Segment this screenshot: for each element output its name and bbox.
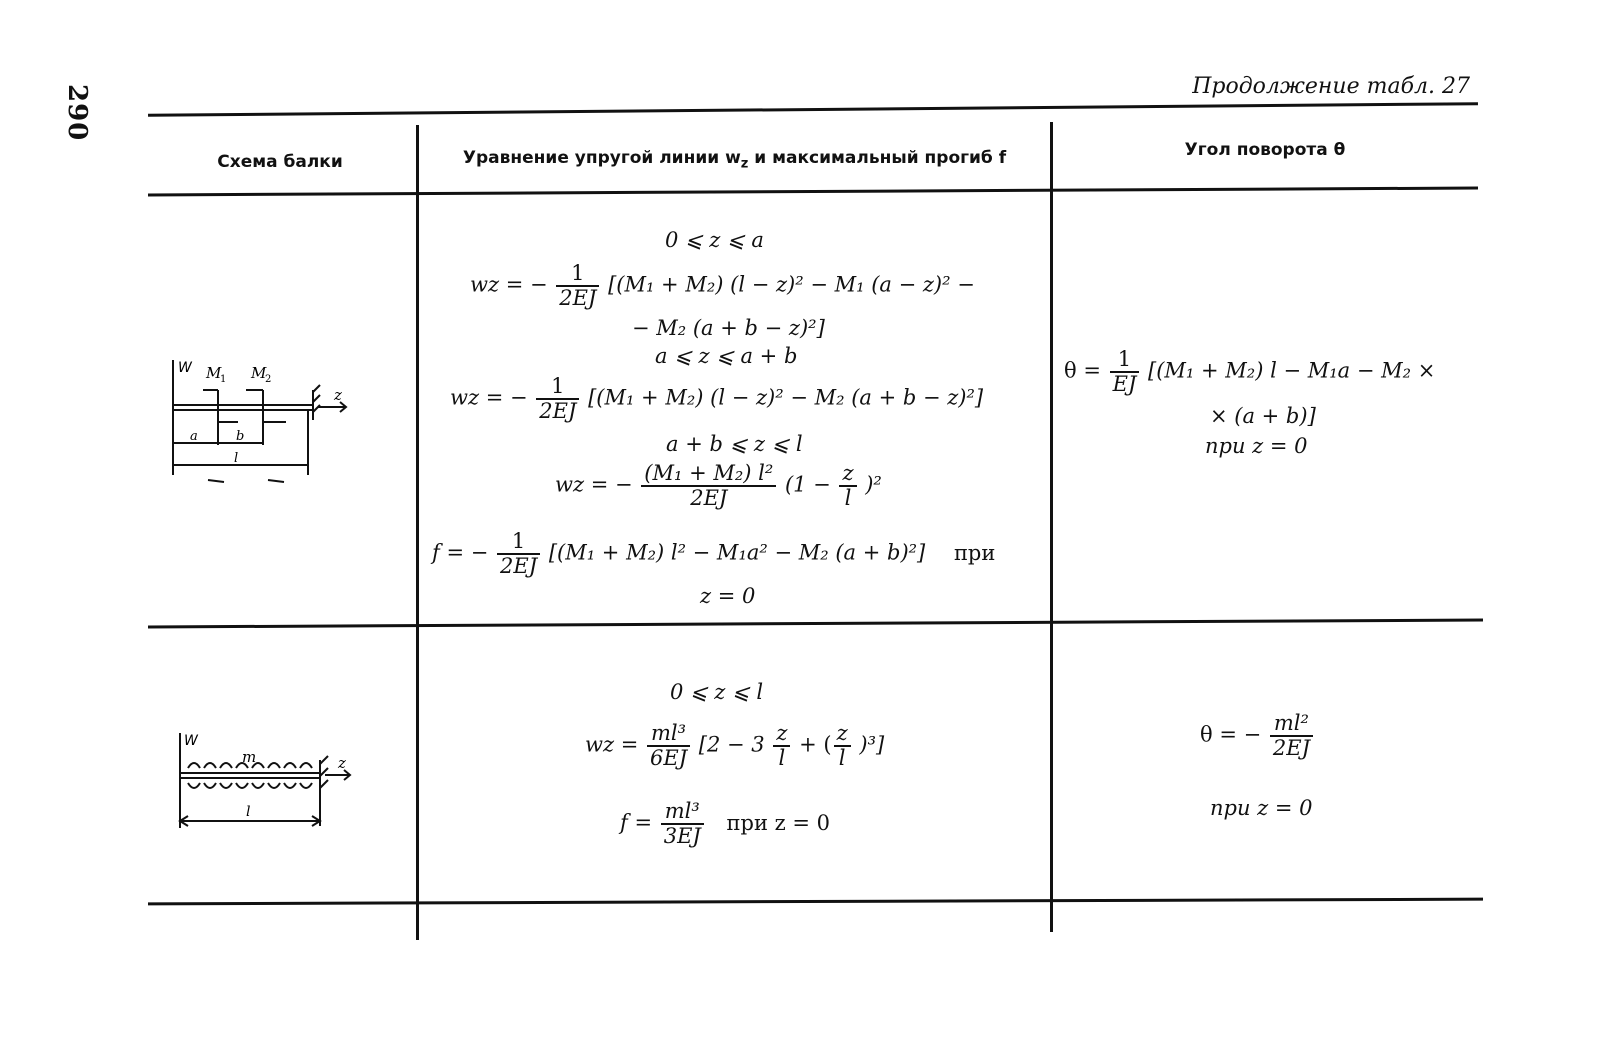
column-divider-2 — [1050, 122, 1053, 932]
row1-w3-ratio — [839, 462, 856, 510]
row1-angle-cont-text: × (a + b)] — [1210, 404, 1316, 428]
row1-angle-lhs: θ = — [1064, 358, 1101, 383]
header-scheme-text: Схема балки — [217, 152, 343, 172]
row2-angle-condition — [1210, 796, 1313, 820]
row2-w-den: 6EJ — [650, 746, 688, 771]
row1-range1-text: 0 ⩽ z ⩽ a — [665, 228, 764, 252]
diagram2-z-label: z — [338, 754, 346, 772]
table-top-rule — [148, 102, 1478, 117]
row2-w-ratio2-num: z — [834, 722, 851, 747]
row1-w3-equation — [555, 462, 882, 510]
row2-f-lhs: f = — [620, 810, 653, 835]
row2-f-num: ml³ — [661, 800, 704, 825]
row1-range3 — [666, 432, 803, 456]
diagram1-m1-sub: 1 — [220, 374, 227, 385]
row1-f-num: 1 — [497, 530, 540, 555]
diagram2-m-label: m — [242, 748, 257, 766]
header-bottom-rule — [148, 187, 1478, 197]
diagram2-l-label: l — [246, 804, 251, 820]
row2-w-rhs-a: [2 − 3 — [698, 732, 765, 757]
row1-w1-fraction — [556, 262, 599, 310]
row2-w-ratio1-num: z — [773, 722, 790, 747]
diagram1-m1-label: M — [206, 364, 222, 382]
row2-f-fraction — [661, 800, 704, 848]
row1-angle-num: 1 — [1110, 348, 1140, 373]
row2-w-lhs: wz = — [585, 732, 639, 757]
beam-diagram-distributed-moment — [160, 728, 360, 840]
row1-f-den: 2EJ — [500, 554, 538, 579]
header-scheme — [150, 152, 410, 172]
row1-w2-equation — [450, 375, 983, 423]
header-angle — [1055, 140, 1475, 160]
row1-w3-ratio-num: z — [839, 462, 856, 487]
diagram1-l-label: l — [234, 451, 239, 466]
row2-f-den: 3EJ — [663, 824, 701, 849]
row1-angle-continuation — [1210, 404, 1316, 428]
row1-angle-equation — [1064, 348, 1435, 396]
row1-range1 — [665, 228, 764, 252]
row1-w2-rhs: [(M₁ + M₂) (l − z)² − M₂ (a + b − z)²] — [588, 385, 984, 410]
row1-range3-text: a + b ⩽ z ⩽ l — [666, 432, 803, 456]
row1-f-rhs: [(M₁ + M₂) l² − M₁a² − M₂ (a + b)²] — [548, 540, 926, 565]
column-divider-1 — [416, 125, 419, 940]
diagram1-a-label: a — [190, 429, 198, 444]
row1-f-cond-text: z = 0 — [700, 584, 756, 608]
row1-w3-num: (M₁ + M₂) l² — [641, 462, 776, 487]
row2-angle-num: ml² — [1270, 712, 1313, 737]
header-deflection-text: Уравнение упругой линии w — [462, 148, 741, 168]
row2-f-at: при z = 0 — [726, 810, 831, 835]
row1-w3-open: (1 − — [784, 472, 831, 497]
row1-w1-continuation — [632, 316, 825, 340]
table-bottom-rule — [148, 898, 1483, 906]
row1-angle-at-text: при z = 0 — [1205, 434, 1308, 458]
row1-f-condition — [700, 584, 755, 608]
row2-angle-lhs: θ = − — [1200, 722, 1262, 747]
row2-max-deflection — [620, 800, 830, 848]
header-angle-text: Угол поворота θ — [1184, 140, 1346, 160]
header-deflection — [422, 148, 1047, 171]
row2-w-fraction — [647, 722, 690, 770]
page-number: 290 — [62, 84, 92, 142]
row1-w1-lhs: wz = − — [470, 272, 548, 297]
row1-w1-den: 2EJ — [559, 286, 597, 311]
row1-w2-num: 1 — [536, 375, 579, 400]
row1-w2-den: 2EJ — [539, 399, 577, 424]
row1-w1-rhs: [(M₁ + M₂) (l − z)² − M₁ (a − z)² − — [608, 272, 975, 297]
row2-w-equation: wz = $\frac{\text{ml³}}{6EJ}$ [2 − 3 $\frac{z}{l}$ + ( $\frac{z}{l}$ )³] — [585, 721, 885, 771]
row1-f-fraction — [497, 530, 540, 578]
row1-angle-rhs: [(M₁ + M₂) l − M₁a − M₂ × — [1148, 358, 1436, 383]
row2-w-ratio1-den: l — [778, 746, 786, 771]
row2-range-text: 0 ⩽ z ⩽ l — [670, 680, 764, 704]
row1-f-lhs: f = − — [432, 540, 489, 565]
row2-range — [670, 680, 763, 704]
row1-w1-cont-text: − M₂ (a + b − z)²] — [632, 316, 825, 340]
row1-angle-fraction — [1110, 348, 1140, 396]
row1-range2-text: a ⩽ z ⩽ a + b — [655, 344, 798, 368]
diagram1-b-label: b — [236, 429, 245, 444]
header-deflection-tail: и максимальный прогиб f — [754, 148, 1007, 168]
row1-range2 — [655, 344, 797, 368]
row1-max-deflection — [432, 530, 995, 578]
diagram1-z-label: z — [334, 386, 342, 404]
row2-angle-fraction — [1270, 712, 1313, 760]
row1-w3-close: )² — [865, 472, 882, 497]
row1-w3-lhs: wz = − — [555, 472, 633, 497]
row1-f-at: при — [953, 540, 996, 565]
header-deflection-sub: z — [740, 156, 749, 172]
row2-angle-at-text: при z = 0 — [1210, 796, 1313, 820]
diagram1-m2-label: M — [251, 364, 267, 382]
row2-angle-den: 2EJ — [1272, 736, 1310, 761]
row2-w-ratio2-den: l — [838, 746, 846, 771]
row2-w-rhs-b: + — [799, 732, 817, 757]
row1-w3-den: 2EJ — [690, 486, 728, 511]
row2-w-ratio2 — [834, 722, 851, 770]
row1-w3-ratio-den: l — [844, 486, 852, 511]
row1-w1-num: 1 — [556, 262, 599, 287]
row2-w-num: ml³ — [647, 722, 690, 747]
row1-bottom-rule — [148, 619, 1483, 629]
row1-w2-fraction — [536, 375, 579, 423]
row1-w3-fraction — [641, 462, 776, 510]
diagram1-m2-sub: 2 — [265, 374, 272, 385]
beam-diagram-two-moments — [158, 350, 358, 490]
row2-w-ratio1 — [773, 722, 790, 770]
row1-angle-den: EJ — [1112, 372, 1137, 397]
table-caption: Продолжение табл. 27 — [1192, 74, 1470, 99]
diagram2-w-label: W — [184, 733, 198, 749]
row1-angle-condition — [1205, 434, 1308, 458]
row2-w-rhs-c: )³] — [859, 732, 885, 757]
diagram1-w-label: W — [178, 360, 192, 376]
row2-angle-equation — [1200, 712, 1315, 760]
row1-w1-equation — [470, 262, 975, 310]
row1-w2-lhs: wz = − — [450, 385, 528, 410]
